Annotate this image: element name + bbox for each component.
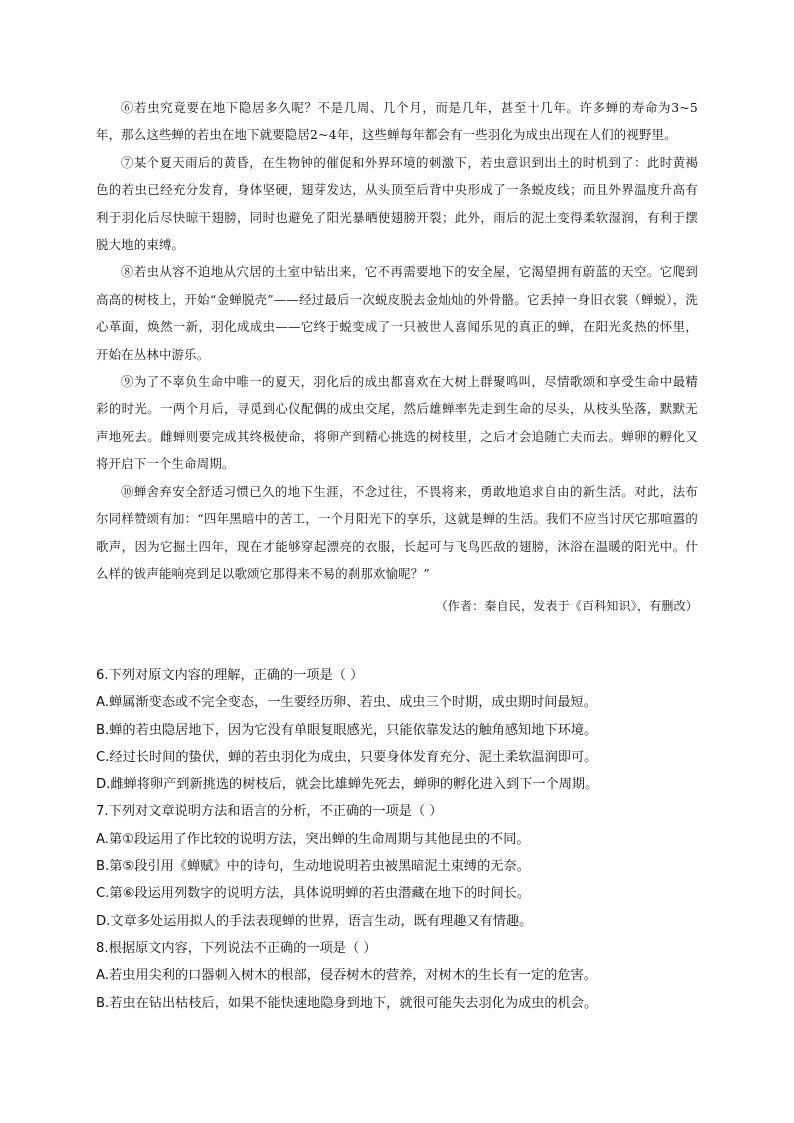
question-6-option-b: B.蝉的若虫隐居地下，因为它没有单眼复眼感光，只能依靠发达的触角感知地下环境。	[96, 722, 598, 738]
question-8-option-b: B.若虫在钻出枯枝后，如果不能快速地隐身到地下，就很可能失去羽化为成虫的机会。	[96, 995, 598, 1011]
question-7-option-d: D.文章多处运用拟人的手法表现蝉的世界，语言生动，既有理趣又有情趣。	[96, 913, 533, 929]
question-7-option-c: C.第⑥段运用列数字的说明方法，具体说明蝉的若虫潜藏在地下的时间长。	[96, 886, 531, 902]
question-8-stem: 8.根据原文内容，下列说法不正确的一项是（ ）	[96, 940, 377, 956]
question-6-option-a: A.蝉属渐变态或不完全变态，一生要经历卵、若虫、成虫三个时期，成虫期时间最短。	[96, 695, 597, 711]
question-7-option-b: B.第⑤段引用《蝉赋》中的诗句，生动地说明若虫被黑暗泥土束缚的无奈。	[96, 859, 530, 875]
article-credit: （作者：秦自民，发表于《百科知识》，有删改）	[435, 599, 698, 614]
question-7-stem: 7.下列对文章说明方法和语言的分析，不正确的一项是（ ）	[96, 804, 443, 820]
paragraph-8: ⑧若虫从容不迫地从穴居的土室中钻出来，它不再需要地下的安全屋，它渴望拥有蔚蓝的天空。它爬到高高的树枝上，开始“金蝉脱壳”——经过最后一次蜕皮脱去金灿灿的外骨骼。它丢掉一身旧衣裳（蝉蜕），洗心革面，焕然一新，羽化成成虫——它终于蜕变成了一只被世人喜闻乐见的真正的蝉，在阳光炙热的怀里，开始在丛林中游乐。	[96, 264, 698, 362]
question-8-option-a: A.若虫用尖利的口器刺入树木的根部，侵吞树木的营养，对树木的生长有一定的危害。	[96, 968, 597, 984]
question-6-option-d: D.雌蝉将卵产到新挑选的树枝后，就会比雄蝉先死去，蝉卵的孵化进入到下一个周期。	[96, 777, 599, 793]
paragraph-6: ⑥若虫究竟要在地下隐居多久呢？不是几周、几个月，而是几年，甚至十几年。许多蝉的寿命为3~5年，那么这些蝉的若虫在地下就要隐居2~4年，这些蝉每年都会有一些羽化为成虫出现在人们的视野里。	[96, 100, 698, 143]
question-6-stem: 6.下列对原文内容的理解，正确的一项是（ ）	[96, 668, 364, 683]
question-section	[96, 662, 698, 1017]
question-6-option-c: C.经过长时间的蛰伏，蝉的若虫羽化为成虫，只要身体发育充分、泥土柔软温润即可。	[96, 749, 598, 765]
article-text	[96, 94, 698, 621]
paragraph-10: ⑩蝉舍弃安全舒适习惯已久的地下生涯，不念过往，不畏将来，勇敢地追求自由的新生活。对此，法布尔同样赞颂有加：“四年黑暗中的苦工，一个月阳光下的享乐，这就是蝉的生活。我们不应当讨厌它那喧嚣的歌声，因为它掘土四年，现在才能够穿起漂亮的衣服，长起可与飞鸟匹敌的翅膀，沐浴在温暖的阳光中。什么样的钹声能响亮到足以歌颂它那得来不易的刹那欢愉呢？”	[96, 483, 698, 581]
question-7-option-a: A.第①段运用了作比较的说明方法，突出蝉的生命周期与其他昆虫的不同。	[96, 831, 530, 847]
paragraph-9: ⑨为了不辜负生命中唯一的夏天，羽化后的成虫都喜欢在大树上群聚鸣叫，尽情歌颂和享受生命中最精彩的时光。一两个月后，寻觅到心仪配偶的成虫交尾，然后雄蝉率先走到生命的尽头，从枝头坠落，默默无声地死去。雌蝉则要完成其终极使命，将卵产到精心挑选的树枝里，之后才会追随亡夫而去。蝉卵的孵化又将开启下一个生命周期。	[96, 374, 698, 472]
paragraph-7: ⑦某个夏天雨后的黄昏，在生物钟的催促和外界环境的刺激下，若虫意识到出土的时机到了：此时黄褐色的若虫已经充分发育，身体坚硬，翅芽发达，从头顶至后背中央形成了一条蜕皮线；而且外界温度升高有利于羽化后尽快晾干翅膀，同时也避免了阳光暴晒使翅膀开裂；此外，雨后的泥土变得柔软湿润，有利于摆脱大地的束缚。	[96, 154, 698, 253]
